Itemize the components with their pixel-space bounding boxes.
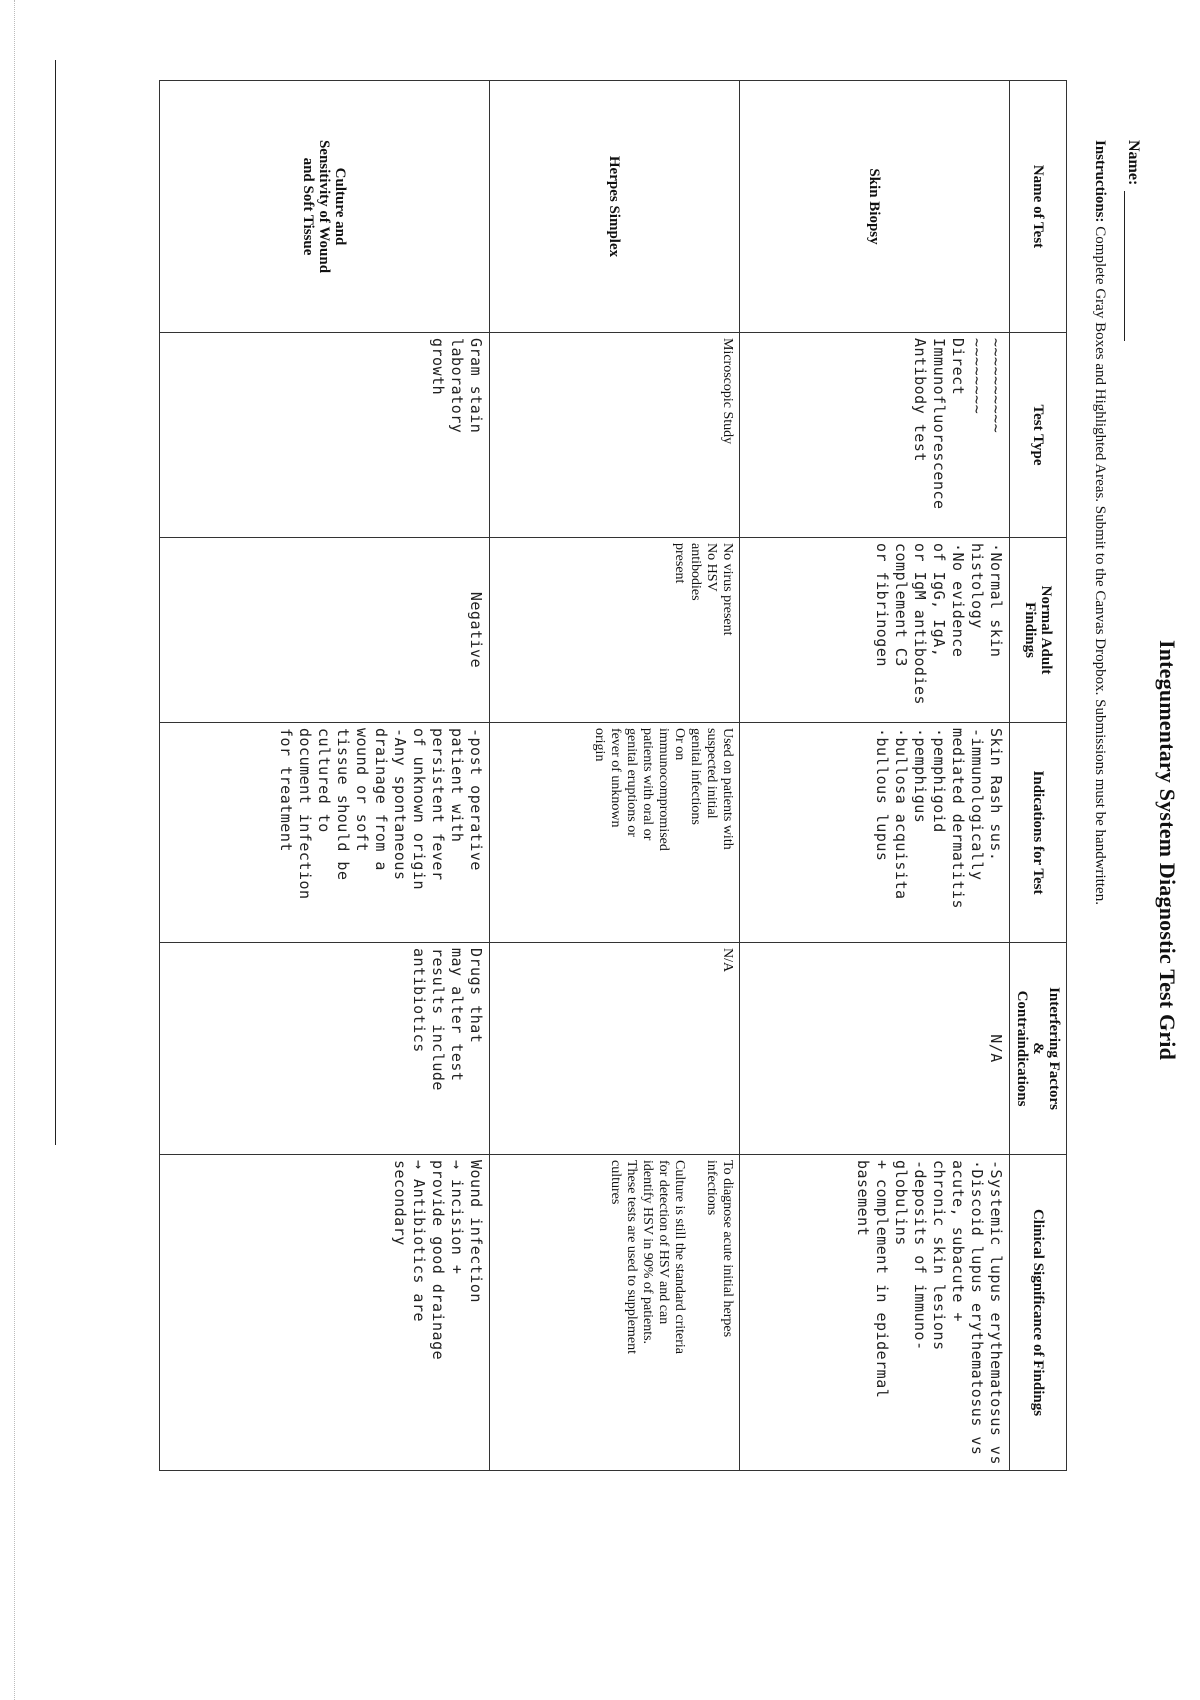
normal-findings-cell: Negative — [160, 538, 490, 723]
table-row-skin-biopsy — [740, 81, 1010, 1471]
header-name-of-test: Name of Test — [1010, 81, 1067, 333]
interfering-cell: Drugs that may alter test results include antibiotics — [160, 943, 490, 1155]
significance-cell: Wound infection → incision + provide good drainage → Antibiotics are secondary — [160, 1155, 490, 1471]
page-edge-rule — [55, 60, 56, 1145]
significance-cell: -Systemic lupus erythematosus vs ·Discoid lupus erythematosus vs acute, subacute + chronic skin lesions -deposits of immuno- globulins + complement in epidermal basement — [740, 1155, 1010, 1471]
header-test-type: Test Type — [1010, 333, 1067, 538]
header-interfering-factors: Interfering Factors & Contraindications — [1010, 943, 1067, 1155]
instructions-label: Instructions: — [1092, 140, 1108, 223]
table-row-culture-sensitivity — [160, 81, 490, 1471]
page-title: Integumentary System Diagnostic Test Grid — [1155, 639, 1180, 1061]
test-name: Skin Biopsy — [740, 81, 1010, 333]
interfering-cell: N/A — [490, 943, 740, 1155]
name-label: Name: — [1125, 140, 1142, 186]
header-normal-findings: Normal Adult Findings — [1010, 538, 1067, 723]
name-blank-line — [1124, 191, 1139, 341]
interfering-cell: N/A — [740, 943, 1010, 1155]
header-indications: Indications for Test — [1010, 723, 1067, 943]
normal-findings-cell: No virus present No HSV antibodies present — [490, 538, 740, 723]
significance-cell: To diagnose acute initial herpes infections Culture is still the standard criteria for detection of HSV and can identify HSV in 90% of patients. These tests are used to supplement cultures — [490, 1155, 740, 1471]
indications-cell: Used on patients with suspected initial genital infections Or on immunocompromised patients with oral or genital eruptions or fever of unknown origin — [490, 723, 740, 943]
instructions — [1091, 140, 1108, 905]
scan-edge-dots — [14, 0, 15, 1700]
normal-findings-cell: ·Normal skin histology ·No evidence of IgG, IgA, or IgM antibodies complement C3 or fibrinogen — [740, 538, 1010, 723]
indications-cell: Skin Rash sus. -immunologically mediated dermatitis ·pemphigoid ·pemphigus ·bullosa acquisita ·bullous lupus — [740, 723, 1010, 943]
indications-cell: -post operative patient with persistent fever of unknown origin -Any spontaneous drainage from a wound or soft tissue should be cultured to document infection for treatment — [160, 723, 490, 943]
test-name: Culture and Sensitivity of Wound and Soft Tissue — [160, 81, 490, 333]
test-type-cell: ~~~~~~~~~~ ~~~~~~~~ Direct Immunofluorescence Antibody test — [740, 333, 1010, 538]
name-field — [1124, 140, 1142, 341]
table-row-herpes-simplex — [490, 81, 740, 1471]
header-clinical-significance: Clinical Significance of Findings — [1010, 1155, 1067, 1471]
diagnostic-test-grid — [159, 80, 1067, 1471]
test-type-cell: Microscopic Study — [490, 333, 740, 538]
test-type-cell: Gram stain laboratory growth — [160, 333, 490, 538]
instructions-text: Complete Gray Boxes and Highlighted Areas. Submit to the Canvas Dropbox. Submissions must be handwritten. — [1092, 226, 1108, 905]
test-name: Herpes Simplex — [490, 81, 740, 333]
header-row — [1010, 81, 1067, 1471]
